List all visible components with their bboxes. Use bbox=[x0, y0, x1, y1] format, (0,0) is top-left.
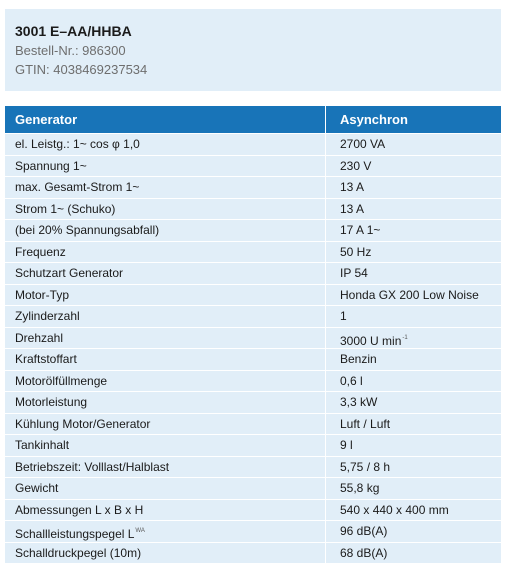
row-label-text: Tankinhalt bbox=[15, 438, 70, 452]
row-value bbox=[326, 457, 501, 478]
row-label bbox=[5, 220, 325, 241]
row-label-text: Kraftstoffart bbox=[15, 352, 77, 366]
row-value bbox=[326, 478, 501, 499]
row-value-text: 9 l bbox=[340, 438, 353, 452]
row-label bbox=[5, 500, 325, 521]
row-value bbox=[326, 220, 501, 241]
row-value-text: 3000 U min bbox=[340, 333, 402, 348]
row-value bbox=[326, 500, 501, 521]
row-value-superscript: -1 bbox=[402, 334, 408, 341]
row-label bbox=[5, 457, 325, 478]
row-label bbox=[5, 156, 325, 177]
row-value bbox=[326, 156, 501, 177]
table-row bbox=[5, 177, 501, 198]
spec-table bbox=[5, 106, 501, 563]
row-value-text: 230 V bbox=[340, 158, 372, 173]
row-label bbox=[5, 306, 325, 327]
row-value-text: 0,6 l bbox=[340, 373, 363, 388]
table-row bbox=[5, 220, 501, 241]
row-value bbox=[326, 263, 501, 284]
row-label bbox=[5, 371, 325, 392]
table-row bbox=[5, 521, 501, 542]
product-header bbox=[5, 9, 501, 91]
row-label-text: Motor-Typ bbox=[15, 287, 70, 302]
row-value bbox=[326, 199, 501, 220]
row-label-text: max. Gesamt-Strom 1~ bbox=[15, 180, 140, 194]
row-label-text: Gewicht bbox=[15, 481, 59, 495]
table-row bbox=[5, 478, 501, 499]
table-row bbox=[5, 134, 501, 155]
row-value bbox=[326, 371, 501, 392]
product-title: 3001 E–AA/HHBA bbox=[15, 23, 132, 39]
row-label-text: Spannung 1~ bbox=[15, 158, 87, 173]
spec-rows bbox=[5, 134, 501, 563]
row-value-text: 3,3 kW bbox=[340, 395, 378, 409]
row-value-text: Benzin bbox=[340, 352, 377, 366]
table-row bbox=[5, 263, 501, 284]
row-label bbox=[5, 521, 325, 542]
header-value: Asynchron bbox=[325, 106, 501, 133]
row-value bbox=[326, 521, 501, 542]
row-value-text: 96 dB(A) bbox=[340, 524, 388, 538]
row-label-text: Motorölfüllmenge bbox=[15, 373, 108, 388]
row-label-text: (bei 20% Spannungsabfall) bbox=[15, 223, 160, 237]
spec-table-header bbox=[5, 106, 501, 133]
row-label bbox=[5, 242, 325, 263]
table-row bbox=[5, 199, 501, 220]
row-value bbox=[326, 435, 501, 456]
row-label-text: el. Leistg.: 1~ cos φ 1,0 bbox=[15, 137, 140, 151]
order-number: Bestell-Nr.: 986300 bbox=[15, 43, 126, 58]
row-value bbox=[326, 306, 501, 327]
row-label bbox=[5, 199, 325, 220]
table-row bbox=[5, 435, 501, 456]
row-label bbox=[5, 478, 325, 499]
row-value-text: 50 Hz bbox=[340, 244, 372, 259]
row-value-text: 55,8 kg bbox=[340, 481, 380, 495]
row-value-text: 13 A bbox=[340, 201, 365, 216]
row-value bbox=[326, 285, 501, 306]
table-row bbox=[5, 543, 501, 564]
row-label bbox=[5, 435, 325, 456]
row-value-text: Honda GX 200 Low Noise bbox=[340, 287, 479, 302]
row-label bbox=[5, 285, 325, 306]
row-label-text: Zylinderzahl bbox=[15, 309, 80, 323]
table-row bbox=[5, 414, 501, 435]
row-value bbox=[326, 414, 501, 435]
table-row bbox=[5, 328, 501, 349]
row-value-text: 5,75 / 8 h bbox=[340, 459, 391, 474]
table-row bbox=[5, 349, 501, 370]
header-label: Generator bbox=[15, 112, 78, 127]
table-row bbox=[5, 156, 501, 177]
row-label bbox=[5, 177, 325, 198]
row-value-text: 17 A 1~ bbox=[340, 223, 381, 237]
row-value bbox=[326, 349, 501, 370]
row-label bbox=[5, 392, 325, 413]
row-value bbox=[326, 134, 501, 155]
row-label-text: Strom 1~ (Schuko) bbox=[15, 201, 116, 216]
row-value-text: 540 x 440 x 400 mm bbox=[340, 502, 449, 517]
row-label-text: Betriebszeit: Volllast/Halblast bbox=[15, 459, 170, 474]
row-value bbox=[326, 543, 501, 564]
row-label-text: Motorleistung bbox=[15, 395, 88, 409]
gtin-number: GTIN: 4038469237534 bbox=[15, 62, 148, 77]
table-row bbox=[5, 500, 501, 521]
row-value bbox=[326, 392, 501, 413]
row-label-text: Schutzart Generator bbox=[15, 266, 124, 280]
row-value-text: 1 bbox=[340, 309, 347, 323]
row-label bbox=[5, 414, 325, 435]
table-row bbox=[5, 457, 501, 478]
row-value bbox=[326, 177, 501, 198]
row-label bbox=[5, 543, 325, 564]
table-row bbox=[5, 242, 501, 263]
row-label bbox=[5, 263, 325, 284]
row-label-text: Kühlung Motor/Generator bbox=[15, 416, 151, 431]
row-label-text: Schalldruckpegel (10m) bbox=[15, 545, 142, 560]
row-value bbox=[326, 242, 501, 263]
row-label-text: Drehzahl bbox=[15, 330, 64, 345]
row-value-text: Luft / Luft bbox=[340, 416, 391, 431]
row-value-text: 13 A bbox=[340, 180, 365, 194]
row-value-text: 2700 VA bbox=[340, 137, 386, 151]
row-label bbox=[5, 328, 325, 349]
table-row bbox=[5, 285, 501, 306]
row-label-text: Frequenz bbox=[15, 244, 66, 259]
table-row bbox=[5, 306, 501, 327]
row-value-text: IP 54 bbox=[340, 266, 368, 280]
row-label-superscript: WA bbox=[135, 528, 145, 534]
row-label-text: Schallleistungspegel L bbox=[15, 527, 135, 541]
row-label-text: Abmessungen L x B x H bbox=[15, 502, 144, 517]
row-label bbox=[5, 134, 325, 155]
row-value bbox=[326, 328, 501, 349]
table-row bbox=[5, 392, 501, 413]
row-value-text: 68 dB(A) bbox=[340, 545, 388, 560]
row-label bbox=[5, 349, 325, 370]
table-row bbox=[5, 371, 501, 392]
